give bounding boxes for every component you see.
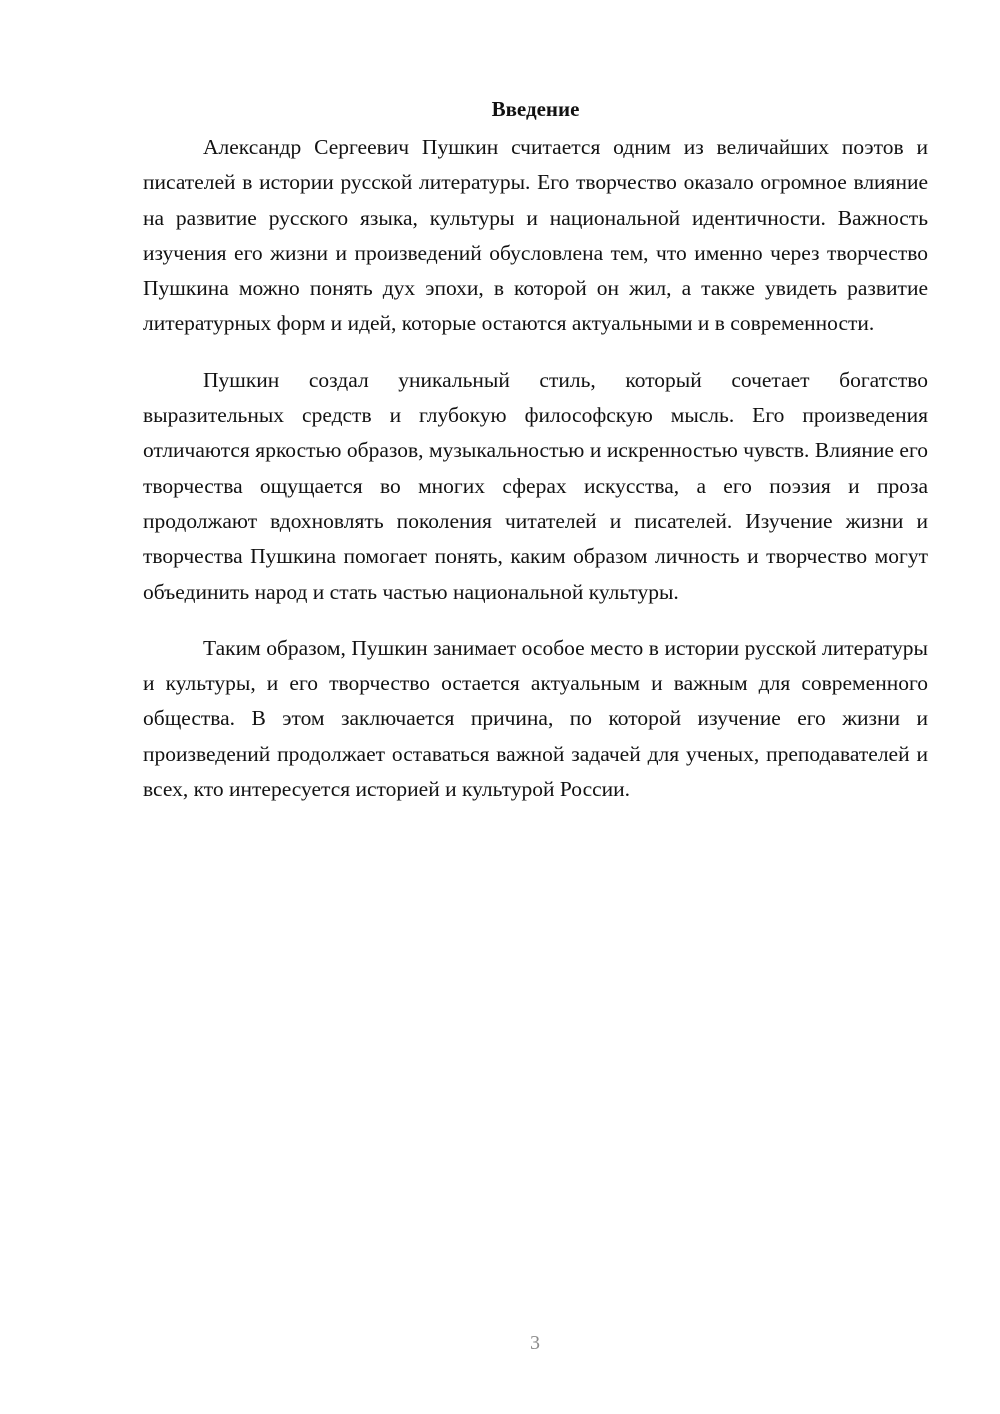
paragraph-2: Пушкин создал уникальный стиль, который сочетает богатство выразительных средств и глубокую философскую мысль. Его произведения отличаются яркостью образов, музыкальностью и искренностью чувств. Влияние его творчества ощущается во многих сферах искусства, а его поэзия и проза продолжают вдохновлять поколения читателей и писателей. Изучение жизни и творчества Пушкина помогает понять, каким образом личность и творчество могут объединить народ и стать частью национальной культуры. [143, 367, 928, 604]
paragraph-1: Александр Сергеевич Пушкин считается одним из величайших поэтов и писателей в истории русской литературы. Его творчество оказало огромное влияние на развитие русского языка, культуры и национальной идентичности. Важность изучения его жизни и произведений обусловлена тем, что именно через творчество Пушкина можно понять дух эпохи, в которой он жил, а также увидеть развитие литературных форм и идей, которые остаются актуальными и в современности. [143, 135, 928, 336]
section-heading: Введение [491, 97, 580, 121]
page-content [143, 92, 928, 828]
paragraph-3: Таким образом, Пушкин занимает особое место в истории русской литературы и культуры, и его творчество остается актуальным и важным для современного общества. В этом заключается причина, по которой изучение его жизни и произведений продолжает оставаться важной задачей для ученых, преподавателей и всех, кто интересуется историей и культурой России. [143, 635, 928, 802]
page-number: 3 [530, 1332, 540, 1354]
